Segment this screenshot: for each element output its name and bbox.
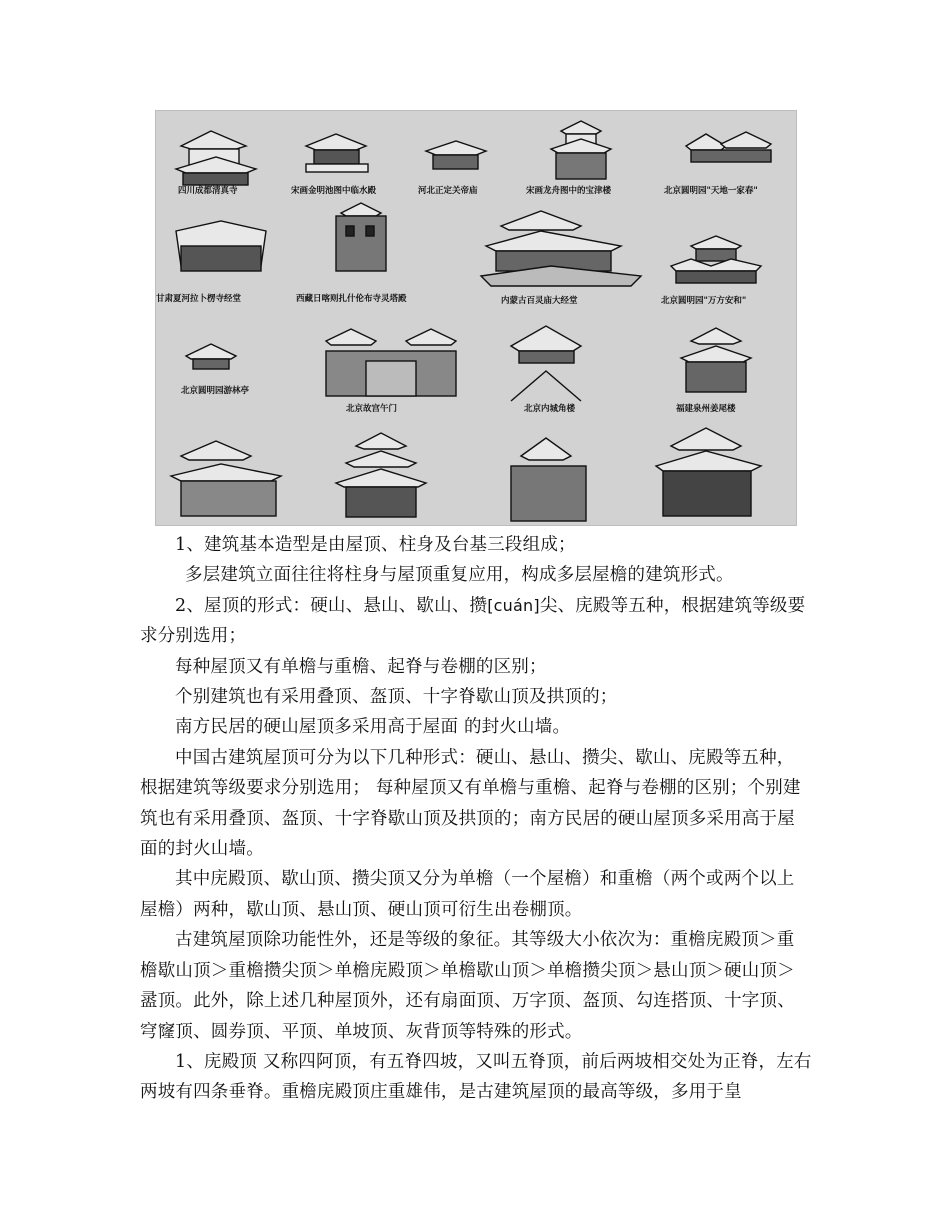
paragraph-3: [140, 591, 812, 652]
document-body: [140, 530, 812, 1108]
paragraph-9: 古建筑屋顶除功能性外，还是等级的象征。其等级大小依次为：重檐庑殿顶＞重檐歇山顶＞重檐攒尖顶＞单檐庑殿顶＞单檐歇山顶＞单檐攒尖顶＞悬山顶＞硬山顶＞盝顶。此外，除上述几种屋顶外，还有扇面顶、万字顶、盔顶、勾连搭顶、十字顶、穹窿顶、圆券顶、平顶、单坡顶、灰背顶等特殊的形式。: [140, 930, 795, 1042]
caption-4: 宋画龙舟图中的宝津楼: [526, 186, 612, 196]
paragraph-4: 每种屋顶又有单檐与重檐、起脊与卷棚的区别；: [175, 656, 547, 677]
paragraph-3-part-1: 2、屋顶的形式：硬山、悬山、歇山、攒: [175, 595, 488, 616]
caption-12: 北京内城角楼: [524, 404, 576, 414]
caption-3: 河北正定关帝庙: [418, 186, 478, 196]
caption-9: 北京圆明园"万方安和": [661, 296, 747, 306]
paragraph-6: 南方民居的硬山屋顶多采用高于屋面 的封火山墙。: [175, 717, 571, 738]
caption-6: 甘肃夏河拉卜楞寺经堂: [156, 294, 242, 304]
caption-11: 北京故宫午门: [346, 404, 398, 414]
caption-8: 内蒙古百灵庙大经堂: [501, 296, 578, 306]
paragraph-3-part-2: 尖、庑殿等五种，根据建筑等级要求分别选用；: [140, 595, 806, 647]
caption-1: 四川成都清真寺: [178, 186, 238, 196]
caption-7: 西藏日喀则扎什伦布寺灵塔殿: [296, 294, 407, 304]
paragraph-8: 其中庑殿顶、歇山顶、攒尖顶又分为单檐（一个屋檐）和重檐（两个或两个以上屋檐）两种，歇山顶、悬山顶、硬山顶可衍生出卷棚顶。: [140, 869, 795, 920]
paragraph-10: 1、庑殿顶 又称四阿顶，有五脊四坡，又叫五脊顶，前后两坡相交处为正脊，左右两坡有四条垂脊。重檐庑殿顶庄重雄伟，是古建筑屋顶的最高等级，多用于皇: [140, 1051, 812, 1103]
caption-10: 北京圆明园游林亭: [181, 386, 250, 396]
paragraph-1: 1、建筑基本造型是由屋顶、柱身及台基三段组成；: [175, 535, 576, 555]
caption-13: 福建泉州姜尾楼: [676, 404, 736, 414]
pinyin-annotation: [cuán]: [487, 595, 540, 615]
caption-2: 宋画金明池图中临水殿: [291, 186, 377, 196]
caption-5: 北京圆明园"天地一家春": [664, 186, 758, 196]
paragraph-2: 多层建筑立面往往将柱身与屋顶重复应用，构成多层屋檐的建筑形式。: [185, 565, 734, 586]
roof-styles-illustration: [155, 110, 797, 526]
paragraph-5: 个别建筑也有采用叠顶、盔顶、十字脊歇山顶及拱顶的；: [175, 687, 618, 708]
architecture-sketches: [156, 111, 796, 525]
paragraph-7: 中国古建筑屋顶可分为以下几种形式：硬山、悬山、攒尖、歇山、庑殿等五种，根据建筑等级要求分别选用； 每种屋顶又有单檐与重檐、起脊与卷棚的区别；个别建筑也有采用叠顶、盔顶、十字脊歇山顶及拱顶的；南方民居的硬山屋顶多采用高于屋面的封火山墙。: [140, 747, 801, 860]
